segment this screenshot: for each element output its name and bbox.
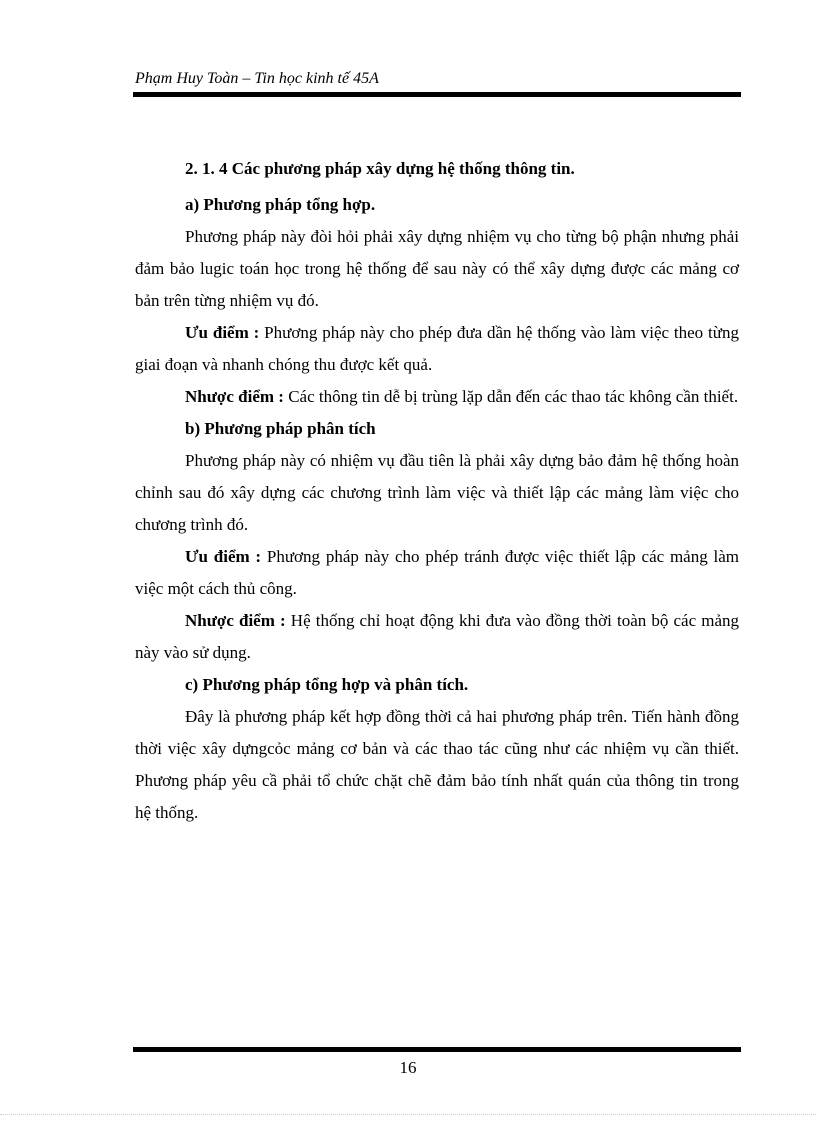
section-heading: 2. 1. 4 Các phương pháp xây dựng hệ thống thông tin. — [185, 159, 575, 178]
pros-label: Ưu điểm : — [185, 323, 260, 342]
subsection-b-cons — [135, 605, 739, 669]
subsection-a-body: Phương pháp này đòi hỏi phải xây dựng nhiệm vụ cho từng bộ phận nhưng phải đảm bảo lugic toán học trong hệ thống để sau này có thể xây dựng được các mảng cơ bản trên từng nhiệm vụ đó. — [135, 227, 739, 310]
page-header: Phạm Huy Toàn – Tin học kinh tế 45A — [135, 70, 379, 87]
subsection-a-pros — [135, 317, 739, 381]
cons-label: Nhược điểm : — [185, 611, 286, 630]
subsection-b-pros — [135, 541, 739, 605]
pros-text: Phương pháp này cho phép tránh được việc thiết lập các mảng làm việc một cách thủ công. — [135, 547, 740, 598]
subsection-a-cons — [135, 381, 739, 413]
page-edge-divider — [0, 1114, 816, 1115]
cons-label: Nhược điểm : — [185, 387, 284, 406]
cons-text: Các thông tin dễ bị trùng lặp dẫn đến các thao tác không cần thiết. — [283, 387, 739, 406]
page-number: 16 — [399, 1058, 417, 1077]
subsection-a-heading: a) Phương pháp tổng hợp. — [185, 195, 376, 214]
subsection-c-heading: c) Phương pháp tổng hợp và phân tích. — [185, 675, 469, 694]
subsection-b-heading: b) Phương pháp phân tích — [185, 419, 376, 438]
footer-rule — [133, 1047, 741, 1052]
subsection-b-body: Phương pháp này có nhiệm vụ đầu tiên là phải xây dựng bảo đảm hệ thống hoàn chỉnh sau đó xây dựng các chương trình làm việc và thiết lập các mảng làm việc cho chương trình đó. — [135, 451, 739, 534]
pros-label: Ưu điểm : — [185, 547, 262, 566]
pros-text: Phương pháp này cho phép đưa dần hệ thống vào làm việc theo từng giai đoạn và nhanh chóng thu được kết quả. — [135, 323, 739, 374]
header-rule — [133, 92, 741, 97]
cons-text: Hệ thống chỉ hoạt động khi đưa vào đồng thời toàn bộ các mảng này vào sử dụng. — [135, 611, 739, 662]
document-body — [135, 153, 739, 829]
subsection-c-body: Đây là phương pháp kết hợp đồng thời cả hai phương pháp trên. Tiến hành đồng thời việc xây dựngcỏc mảng cơ bản và các thao tác cũng như các nhiệm vụ cần thiết. Phương pháp yêu cầ phải tổ chức chặt chẽ đảm bảo tính nhất quán của thông tin trong hệ thống. — [135, 707, 739, 822]
